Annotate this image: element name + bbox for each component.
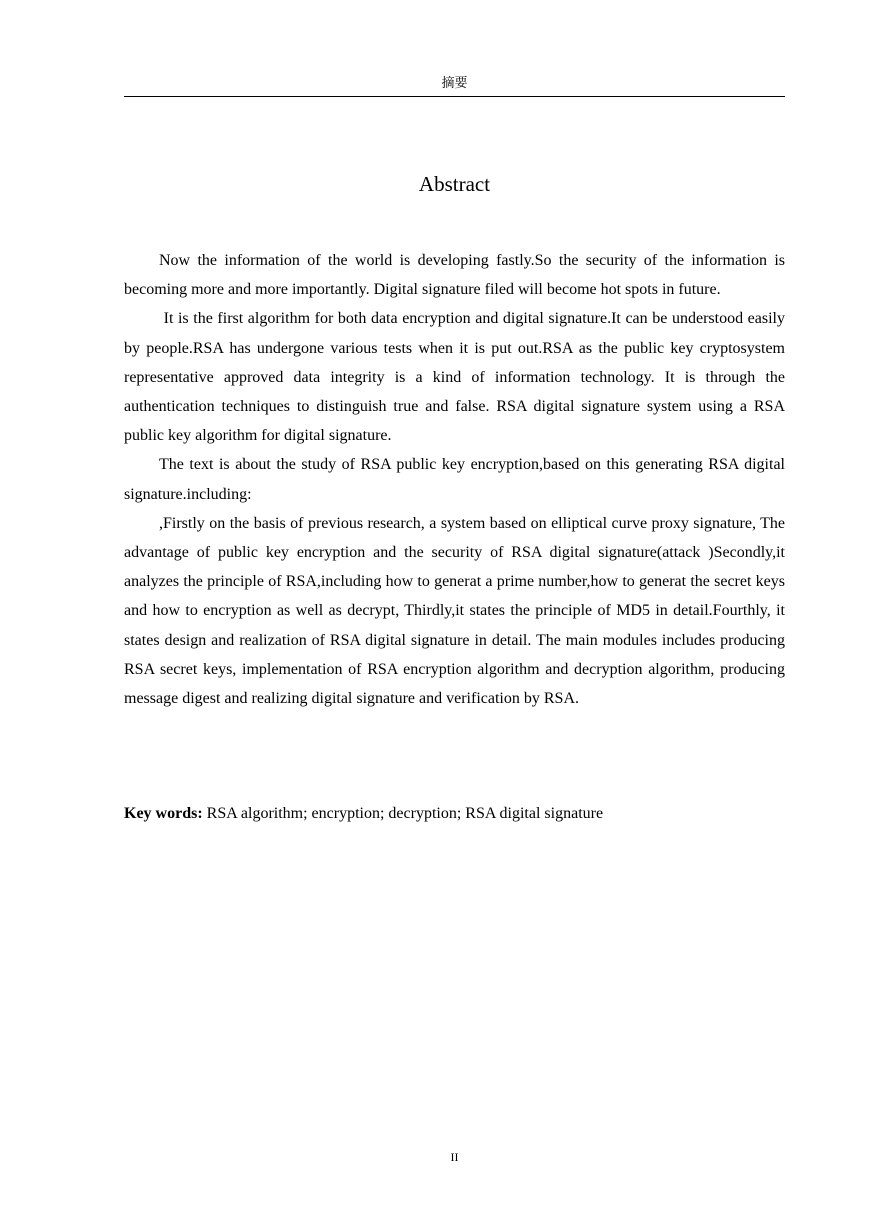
header-title: 摘要: [441, 76, 468, 91]
keywords-line: [124, 801, 785, 827]
abstract-title: Abstract: [418, 172, 491, 196]
abstract-paragraph: Now the information of the world is developing fastly.So the security of the information is becoming more and more importantly. Digital signature filed will become hot spots in future.: [124, 252, 785, 299]
keywords-text: RSA algorithm; encryption; decryption; RSA digital signature: [202, 805, 604, 822]
page-number: II: [450, 1150, 459, 1164]
abstract-paragraph: It is the first algorithm for both data encryption and digital signature.It can be understood easily by people.RSA has undergone various tests when it is put out.RSA as the public key cryptosystem representative approved data integrity is a kind of information technology. It is through the authentication techniques to distinguish true and false. RSA digital signature system using a RSA public key algorithm for digital signature.: [124, 310, 790, 445]
abstract-paragraph: ,Firstly on the basis of previous research, a system based on elliptical curve proxy signature, The advantage of public key encryption and the security of RSA digital signature(attack )Secondly,it analyzes the principle of RSA,including how to generat a prime number,how to generat the secret keys and how to encryption as well as decrypt, Thirdly,it states the principle of MD5 in detail.Fourthly, it states design and realization of RSA digital signature in detail. The main modules includes producing RSA secret keys, implementation of RSA encryption algorithm and decryption algorithm, producing message digest and realizing digital signature and verification by RSA.: [124, 514, 785, 708]
page-header: [124, 74, 785, 97]
keywords-label: Key words:: [124, 805, 203, 822]
abstract-paragraph: The text is about the study of RSA public key encryption,based on this generating RSA digital signature.including:: [124, 456, 785, 503]
abstract-body: [124, 246, 790, 713]
